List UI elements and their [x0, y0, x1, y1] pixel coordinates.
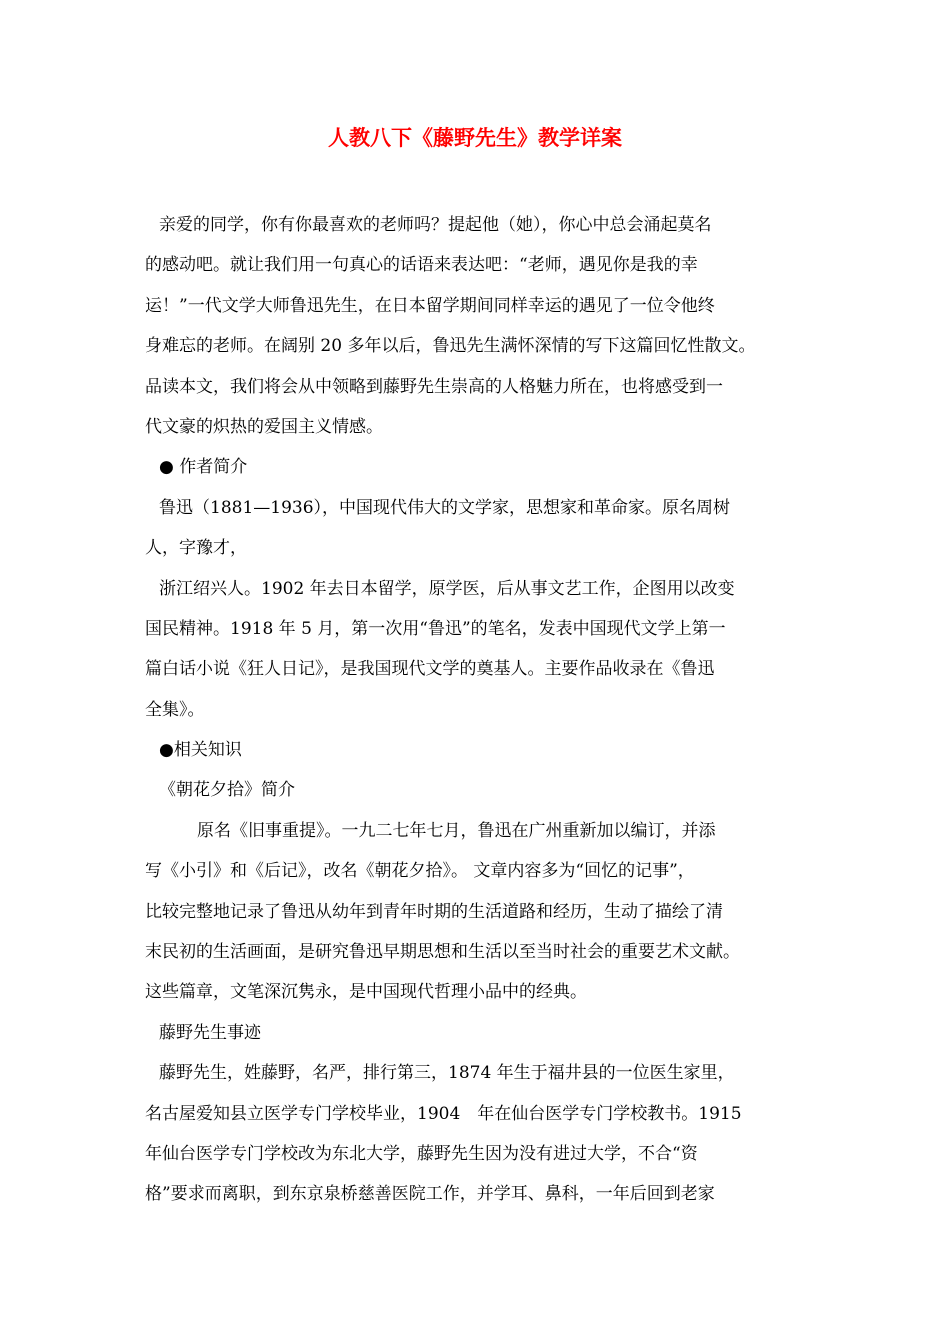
subsection-heading: 藤野先生事迹	[159, 1022, 261, 1043]
paragraph-line: 品读本文，我们将会从中领略到藤野先生崇高的人格魅力所在，也将感受到一	[145, 376, 723, 397]
paragraph-line: 全集》。	[145, 699, 205, 720]
paragraph-line: 亲爱的同学，你有你最喜欢的老师吗？提起他（她），你心中总会涌起莫名	[159, 215, 712, 235]
paragraph-line: 国民精神。1918 年 5 月，第一次用“鲁迅”的笔名，发表中国现代文学上第一	[145, 618, 726, 639]
paragraph-line: 比较完整地记录了鲁迅从幼年到青年时期的生活道路和经历，生动了描绘了清	[145, 901, 723, 922]
paragraph-line: 藤野先生，姓藤野，名严，排行第三，1874 年生于福井县的一位医生家里，	[159, 1063, 735, 1084]
paragraph-line: 篇白话小说《狂人日记》，是我国现代文学的奠基人。主要作品收录在《鲁迅	[145, 659, 715, 680]
paragraph-line: 年仙台医学专门学校改为东北大学，藤野先生因为没有进过大学，不合“资	[145, 1143, 698, 1164]
document-body	[145, 205, 825, 1215]
paragraph-line: 人，字豫才，	[145, 538, 247, 559]
subsection-heading: 《朝花夕拾》简介	[159, 780, 295, 801]
paragraph-line: 末民初的生活画面，是研究鲁迅早期思想和生活以至当时社会的重要艺术文献。	[145, 942, 740, 963]
paragraph-line: 格”要求而离职，到东京泉桥慈善医院工作，并学耳、鼻科，一年后回到老家	[145, 1184, 715, 1205]
section-heading-author: ● 作者简介	[159, 457, 248, 478]
paragraph-line: 运！”一代文学大师鲁迅先生，在日本留学期间同样幸运的遇见了一位令他终	[145, 295, 715, 316]
paragraph-line: 这些篇章，文笔深沉隽永，是中国现代哲理小品中的经典。	[145, 982, 587, 1003]
paragraph-line: 的感动吧。就让我们用一句真心的话语来表达吧：“老师，遇见你是我的幸	[145, 255, 698, 276]
document-title: 人教八下《藤野先生》教学详案	[328, 125, 622, 150]
paragraph-line: 身难忘的老师。在阔别 20 多年以后，鲁迅先生满怀深情的写下这篇回忆性散文。	[145, 336, 756, 357]
paragraph-line: 浙江绍兴人。1902 年去日本留学，原学医，后从事文艺工作，企图用以改变	[159, 578, 735, 599]
paragraph-line: 鲁迅（1881—1936），中国现代伟大的文学家，思想家和革命家。原名周树	[159, 497, 731, 518]
section-heading-knowledge: ●相关知识	[159, 740, 242, 761]
paragraph-line: 原名《旧事重提》。一九二七年七月，鲁迅在广州重新加以编订，并添	[197, 820, 716, 841]
paragraph-line: 代文豪的炽热的爱国主义情感。	[145, 416, 383, 437]
paragraph-line: 写《小引》和《后记》，改名《朝花夕拾》。 文章内容多为“回忆的记事”，	[145, 861, 695, 882]
paragraph-line: 名古屋爱知县立医学专门学校毕业，1904 年在仙台医学专门学校教书。1915	[145, 1103, 742, 1124]
